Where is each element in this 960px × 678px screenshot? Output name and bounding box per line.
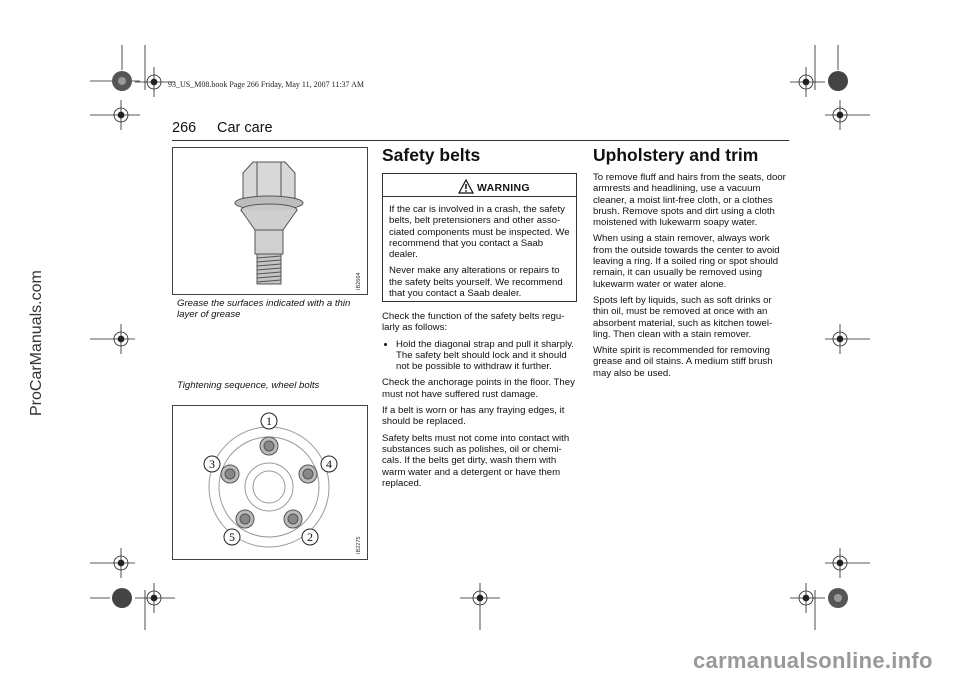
wheel-hub-illustration	[173, 406, 367, 559]
warning-divider	[383, 196, 576, 197]
footer-watermark: carmanualsonline.info	[693, 648, 933, 673]
figure-caption: Tightening sequence, wheel bolts	[177, 380, 320, 391]
sequence-label-2: 2	[307, 530, 313, 544]
header-rule	[172, 140, 789, 141]
warning-title: WARNING	[477, 182, 530, 194]
print-slug: 93_US_M08.book Page 266 Friday, May 11, 2007 11:37 AM	[168, 80, 364, 89]
sequence-label-1: 1	[266, 414, 272, 428]
sequence-label-5: 5	[229, 530, 235, 544]
body-paragraph: Spots left by liquids, such as soft drinks or thin oil, must be removed at once with an absorbent material, such as kitchen towel-ling. Then clean with a stain remover.	[593, 294, 773, 340]
body-paragraph: Check the anchorage points in the floor. They must not have suffered rust damage.	[382, 377, 575, 400]
wheel-bolt-illustration	[173, 148, 367, 294]
body-paragraph: To remove fluff and hairs from the seats, door armrests and headlining, use a vacuum cleaner, a moist lint-free cloth, or a clothes brush. Remove spots and dirt using a cloth moistened with lukewarm soapy water.	[593, 172, 786, 229]
upholstery-text	[593, 172, 789, 384]
running-title: Car care	[217, 120, 273, 136]
figure-code: IB2275	[356, 536, 362, 554]
warning-paragraph: If the car is involved in a crash, the safety belts, belt pretensioners and other asso-ciated components must be inspected. We recommend that you contact a Saab dealer.	[389, 204, 570, 261]
body-paragraph: Safety belts must not come into contact with substances such as polishes, oil or chemi-cals. If the belts get dirty, wash them with warm water and a detergent or have them replaced.	[382, 432, 570, 489]
body-paragraph: White spirit is recommended for removing grease and oil stains. A medium stiff brush may also be used.	[593, 345, 773, 379]
warning-box	[382, 173, 577, 302]
wheel-bolt-figure	[172, 147, 368, 295]
side-watermark: ProCarManuals.com	[28, 270, 45, 416]
sequence-label-3: 3	[209, 457, 215, 471]
warning-paragraph: Never make any alterations or repairs to the safety belts yourself. We recommend that you contact a Saab dealer.	[389, 265, 563, 300]
body-paragraph: When using a stain remover, always work from the outside towards the center to avoid leaving a ring. If a soiled ring or spot should remain, it can usually be removed using lukewarm water or water alone.	[593, 233, 780, 290]
list-item: • Hold the diagonal strap and pull it sharply. The safety belt should lock and it should not be possible to withdraw it further.	[396, 339, 577, 373]
bullet-list	[382, 339, 577, 373]
sequence-label-4: 4	[326, 457, 332, 471]
figure-caption: Grease the surfaces indicated with a thin layer of grease	[177, 298, 351, 320]
page-number: 266	[172, 120, 197, 136]
figure-code: IB2664	[356, 272, 362, 290]
tightening-sequence-figure	[172, 405, 368, 560]
section-heading: Safety belts	[382, 145, 481, 165]
safety-belts-text	[382, 311, 577, 494]
body-paragraph: If a belt is worn or has any fraying edges, it should be replaced.	[382, 405, 565, 428]
section-heading: Upholstery and trim	[593, 145, 759, 165]
body-paragraph: Check the function of the safety belts regu-larly as follows:	[382, 311, 565, 334]
